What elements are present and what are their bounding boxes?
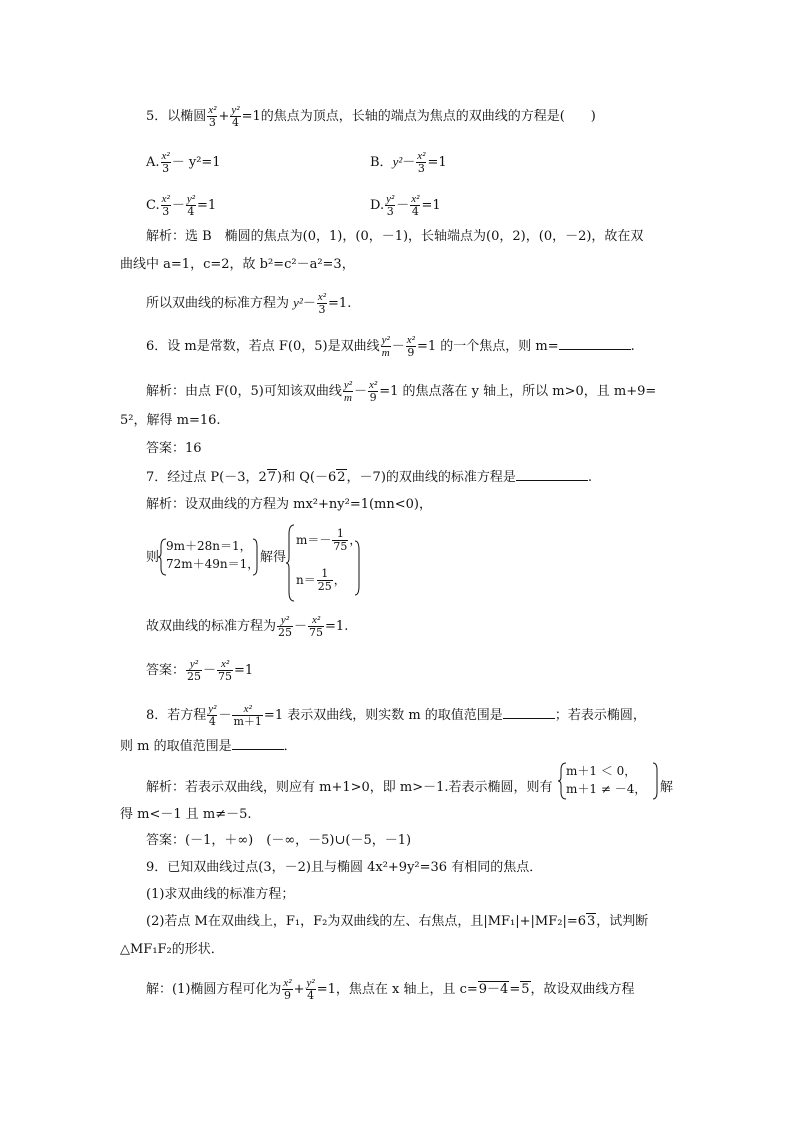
- answer-blank[interactable]: [559, 337, 631, 350]
- q5-stem-text: 的焦点为顶点，长轴的端点为焦点的双曲线的方程是( ): [260, 109, 596, 124]
- q5-option-b: B．y²－ $\frac{\text{x²}}{3}$ =1: [370, 150, 447, 175]
- q7-answer: 答案： $\frac{\text{y²}}{25}$ － $\frac{\text{x²}}{75}$ =1: [146, 658, 254, 683]
- q7-solution-line3: 故双曲线的标准方程为 $\frac{\text{y²}}{25}$ － $\frac{\text{x²}}{75}$ =1.: [146, 614, 349, 639]
- q5-option-d: D. $\frac{\text{y²}}{3}$ － $\frac{\text{x²}}{4}$ =1: [370, 193, 441, 218]
- q7-eq2: 72m＋49n＝1，: [166, 557, 260, 571]
- q5-option-c: C. $\frac{\text{x²}}{3}$ － $\frac{\text{y²}}{4}$ =1: [146, 193, 217, 218]
- left-brace: [286, 524, 296, 602]
- q8-solution-jie: 解: [660, 780, 674, 795]
- right-brace: [652, 762, 660, 800]
- q5-stem-text: 5．以椭圆: [146, 109, 207, 124]
- q5-solution-line1: 解析：选 B 椭圆的焦点为(0，1)，(0，－1)，长轴端点为(0，2)，(0，－2)，故在双: [146, 229, 644, 244]
- q8-stem-line2: 则 m 的取值范围是 ．: [120, 739, 297, 754]
- q8-cond-a: m＋1 ＜ 0，: [566, 764, 637, 778]
- q5-solution-line3: 所以双曲线的标准方程为 y²－ $\frac{\text{x²}}{3}$ =1.: [146, 291, 352, 316]
- q6-stem: 6．设 m是常数，若点 F(0，5)是双曲线 $\frac{\text{y²}}{m}$ － $\frac{\text{x²}}{9}$ =1 的一个焦点，则 m= .: [146, 334, 635, 359]
- answer-blank[interactable]: [503, 706, 555, 719]
- right-brace: [252, 538, 260, 576]
- q7-eq1: 9m＋28n＝1，: [166, 539, 252, 553]
- fraction: $\frac{\text{x²}}{3}$: [208, 104, 217, 129]
- q9-stem: 9．已知双曲线过点(3，－2)且与椭圆 4x²+9y²=36 有相同的焦点．: [146, 860, 543, 875]
- answer-blank[interactable]: [516, 468, 588, 481]
- q7-stem: 7．经过点 P(－3，27)和 Q(－62，－7)的双曲线的标准方程是 .: [146, 470, 593, 485]
- q9-solution: 解：(1)椭圆方程可化为 $\frac{\text{x²}}{9}$ + $\frac{\text{y²}}{4}$ =1，焦点在 x 轴上，且 c=9－4=5，故设双曲线方程: [146, 977, 635, 1002]
- q7-n-solution: n＝ $\frac{1}{25}$ ，: [296, 567, 346, 593]
- q8-answer: 答案：(－1，＋∞) (－∞，－5)∪(－5，－1): [146, 833, 412, 848]
- q7-system-then: 则: [146, 550, 160, 565]
- q9-part1: (1)求双曲线的标准方程；: [146, 887, 295, 902]
- q8-solution-line2: 得 m<－1 且 m≠－5.: [120, 807, 252, 822]
- answer-blank[interactable]: [232, 737, 284, 750]
- q5-stem: 5．以椭圆 $\frac{\text{x²}}{3}$ + $\frac{\text{y²}}{4}$ =1的焦点为顶点，长轴的端点为焦点的双曲线的方程是( ): [146, 104, 596, 129]
- right-brace: [354, 540, 362, 596]
- q6-solution-line1: 解析：由点 F(0，5)可知该双曲线 $\frac{\text{y²}}{m}$ － $\frac{\text{x²}}{9}$ =1 的焦点落在 y 轴上，所以 m>0，且 m+9=: [146, 379, 657, 404]
- q5-solution-line2: 曲线中 a=1，c=2，故 b²=c²－a²=3，: [120, 257, 355, 272]
- q6-solution-line2: 5²，解得 m=16.: [120, 413, 221, 428]
- q8-stem: 8．若方程 $\frac{\text{y²}}{4}$ － $\frac{\text{x²}}{m+1}$ =1 表示双曲线，则实数 m 的取值范围是 ；若表示椭圆，: [146, 703, 646, 728]
- q7-solve-label: 解得: [260, 550, 287, 565]
- q9-part2-line2: △MF₁F₂的形状．: [120, 942, 224, 957]
- q7-solution-line1: 解析：设双曲线的方程为 mx²+ny²=1(mn<0)，: [146, 497, 432, 512]
- q5-option-a: A. $\frac{\text{x²}}{3}$ － y²=1: [146, 150, 221, 175]
- q6-answer: 答案：16: [146, 441, 202, 456]
- q8-solution-line1: 解析：若表示双曲线，则应有 m+1>0，即 m>－1.若表示椭圆，则有: [146, 780, 553, 795]
- q9-part2: (2)若点 M在双曲线上，F₁，F₂为双曲线的左、右焦点，且|MF₁|+|MF₂|=63，试判断: [146, 914, 649, 929]
- fraction: $\frac{\text{y²}}{4}$: [231, 104, 240, 129]
- q7-m-solution: m＝－ $\frac{1}{75}$ ，: [296, 527, 362, 553]
- q8-cond-b: m＋1 ≠ －4，: [566, 782, 647, 796]
